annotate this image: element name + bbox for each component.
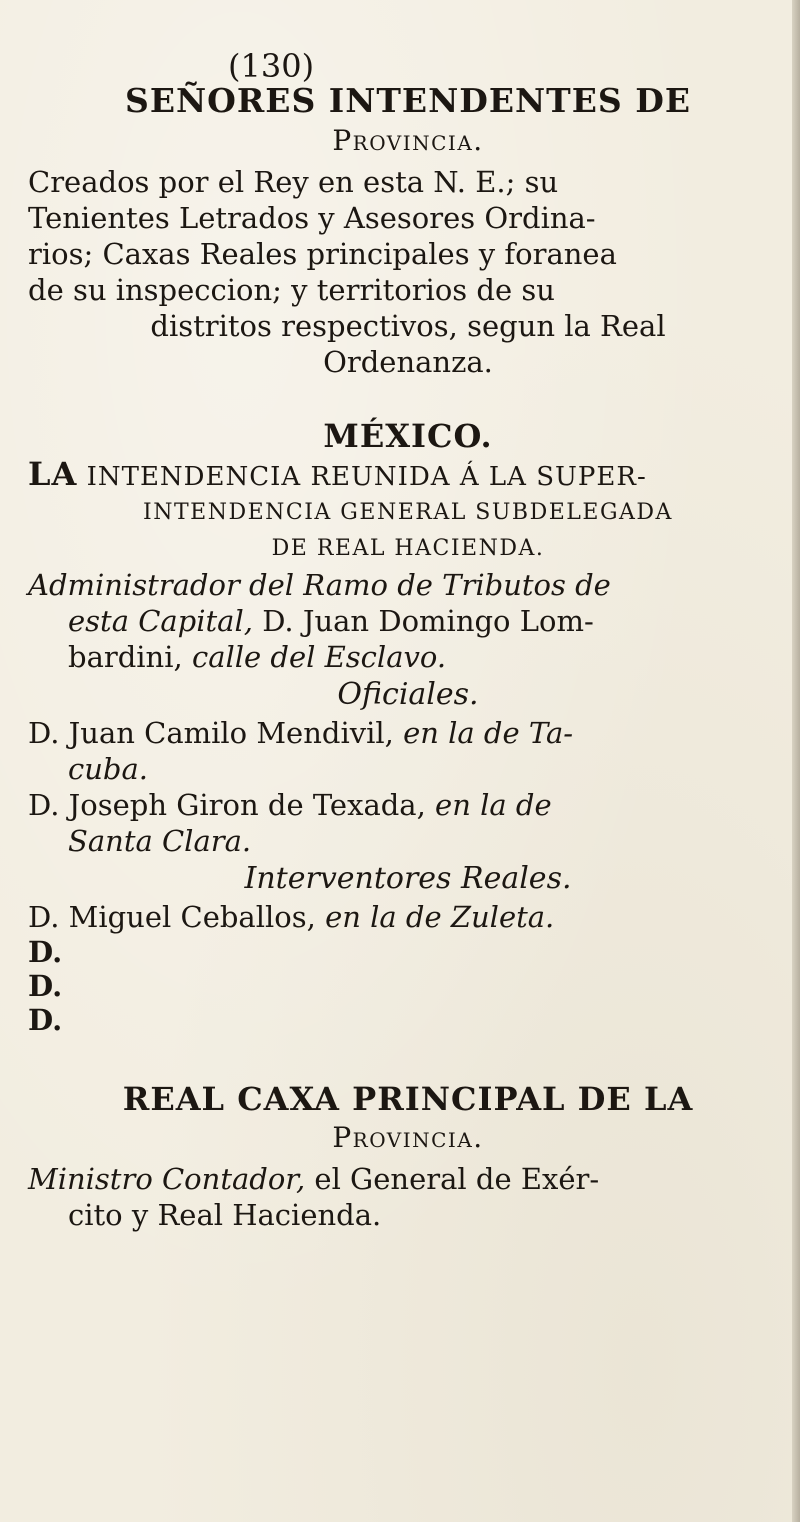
intro-paragraph (28, 164, 788, 380)
official-address-cont: cuba. (68, 752, 148, 786)
blank-entry: D. (28, 969, 63, 1003)
official-address-cont: Santa Clara. (68, 824, 252, 858)
section-subtitle-caxa: Provincia. (332, 1121, 484, 1154)
section-title-caxa: REAL CAXA PRINCIPAL DE LA (122, 1080, 694, 1118)
section-intro-line2: INTENDENCIA GENERAL SUBDELEGADA (143, 500, 673, 525)
administrator-name-cont: bardini, (68, 640, 183, 674)
official-name: D. Joseph Giron de Texada, (28, 788, 426, 822)
interventor-address: en la de Zuleta. (325, 900, 555, 934)
page-edge (792, 0, 800, 1522)
official-name: D. Juan Camilo Mendivil, (28, 716, 394, 750)
official-address: en la de Ta- (403, 716, 574, 750)
section-intro-mexico (28, 456, 788, 567)
blank-entry: D. (28, 935, 63, 969)
intro-line: rios; Caxas Reales principales y foranea (28, 237, 617, 271)
administrator-role: Administrador del Ramo de Tributos de (28, 568, 611, 602)
caxa-entry-text: el General de Exér- (314, 1162, 600, 1196)
administrator-entry (28, 567, 788, 675)
interventor-entry (28, 899, 788, 935)
caxa-entry-role: Ministro Contador, (28, 1162, 306, 1196)
intro-line: de su inspeccion; y territorios de su (28, 273, 555, 307)
page-subtitle: Provincia. (332, 124, 484, 157)
official-address: en la de (435, 788, 552, 822)
official-entry (28, 715, 788, 787)
interventor-name: D. Miguel Ceballos, (28, 900, 316, 934)
intro-line-last: Ordenanza. (323, 345, 493, 379)
official-entry (28, 787, 788, 859)
intro-line: Creados por el Rey en esta N. E.; su (28, 165, 559, 199)
intro-line: distritos respectivos, segun la Real (150, 309, 666, 343)
caxa-entry (28, 1161, 788, 1233)
administrator-role-cont: esta Capital, (68, 604, 253, 638)
page-content (28, 48, 788, 1233)
section-title-mexico: MÉXICO. (323, 417, 493, 455)
page-title: SEÑORES INTENDENTES DE (124, 81, 691, 120)
administrator-address: calle del Esclavo. (191, 640, 447, 674)
blank-entry: D. (28, 1003, 63, 1037)
section-gap (28, 1037, 788, 1067)
section-intro-line1: INTENDENCIA REUNIDA Á LA SUPER- (86, 462, 647, 492)
section-intro-cap: LA (28, 455, 78, 493)
officials-heading: Oficiales. (337, 677, 479, 712)
caxa-entry-text-cont: cito y Real Hacienda. (68, 1198, 382, 1232)
administrator-name: D. Juan Domingo Lom- (262, 604, 594, 638)
page-number: (130) (228, 47, 315, 85)
section-intro-line3: DE REAL HACIENDA. (271, 536, 545, 561)
intro-line: Tenientes Letrados y Asesores Ordina- (28, 201, 596, 235)
interventors-heading: Interventores Reales. (244, 861, 572, 896)
